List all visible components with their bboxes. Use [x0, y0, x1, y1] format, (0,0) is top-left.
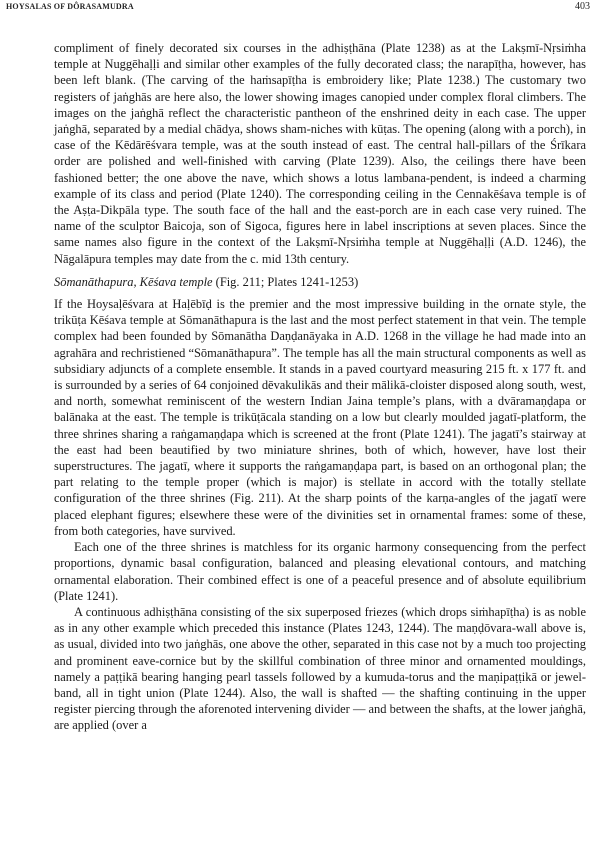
paragraph-nagalapura: compliment of finely decorated six courses in the adhiṣṭhāna (Plate 1238) as at the Lakṣmī-Nṛsiṁha temple at Nuggēhaḷḷi and similar other examples of the fully decorated class; the narapīṭha, however, has been left blank. (The carving of the haṁsapīṭha is embroidery like; Plate 1238.) The customary two registers of jaṅghās are here also, the lower showing images canopied under complex floral climbers. The images on the jaṅghā reflect the characteristic pantheon of the enshrined deity in each case. The upper jaṅghā, separated by a medial chādya, shows sham-niches with kūṭas. The opening (along with a porch), in case of the Kēdārēśvara temple, was at the south instead of east. The central hall-pillars of the Śrīkara order are polished and well-finished with carving (Plate 1239). Also, the ceilings there have been fashioned better; the one above the nave, which shows a lotus lambana-pendent, is indeed a charming example of its class and period (Plate 1240). The corresponding ceiling in the Cennakēśava temple is of the Aṣṭa-Dikpāla type. The south face of the hall and the east-porch are in each case very ruined. The name of the sculptor Baicoja, son of Sigoca, figures here in label inscriptions at seven places. Since the same names also figure in the context of the Lakṣmī-Nṛsiṁha temple at Nuggēhaḷḷi (A.D. 1246), the Nāgalāpura temples may date from the c. mid 13th century. [54, 41, 586, 266]
running-head: HOYSALAS OF DÔRASAMUDRA [6, 2, 134, 11]
section-title: Sōmanāthapura, Kēśava temple [54, 274, 213, 289]
body-text [54, 40, 586, 734]
page-number: 403 [575, 1, 590, 12]
section-plates: (Fig. 211; Plates 1241-1253) [212, 274, 359, 289]
paragraph-three-shrines: Each one of the three shrines is matchless for its organic harmony consequencing from the perfect proportions, dynamic basal configuration, balanced and pleasing elevational contours, and matching ornamental elaboration. Their combined effect is one of a peaceful presence and of absolute equilibrium (Plate 1241). [54, 540, 586, 603]
paragraph-somanathapura-intro: If the Hoysaḷēśvara at Haḷēbīḍ is the premier and the most impressive building in the ornate style, the trikūṭa Kēśava temple at Sōmanāthapura is the last and the most perfect statement in that vein. The temple complex had been founded by Sōmanātha Daṇḍanāyaka in A.D. 1268 in the village he had made into an agrahāra and rechristiened “Sōmanāthapura”. The temple has all the main structural components as well as subsidiary adjuncts of a complete ensemble. It stands in a paved courtyard measuring 215 ft. x 177 ft. and is surrounded by a series of 64 conjoined dēvakulikās and their mālikā-cloister disposed along south, west, and north, somewhat reminiscent of the western Indian Jaina temple’s plans, with a dvāramaṇḍapa or balānaka at the east. The temple is trikūṭācala standing on a low but clearly moulded jagatī-platform, the three shrines sharing a raṅgamaṇḍapa which is screened at the front (Plate 1241). The jagatī’s stairway at the east had been beautified by two miniature shrines, both of which, however, have lost their superstructures. The jagatī, where it supports the raṅgamaṇḍapa part, is based on an orthogonal plan; the part relating to the temple proper (which is major) is stellate in accord with the totally stellate configuration of the three shrines (Fig. 211). At the sharp points of the karṇa-angles of the jagatī were placed elephant figures; elsewhere these were of the divinities set in ornamental frames: some of these, from both categories, have survived. [54, 297, 586, 538]
section-heading [54, 274, 586, 290]
paragraph-adhisthana: A continuous adhiṣṭhāna consisting of the six superposed friezes (which drops siṁhapīṭha) is as noble as in any other example which preceded this instance (Plates 1243, 1244). The maṇḍōvara-wall above is, as usual, divided into two jaṅghās, one above the other, separated in this case not by a much too projecting and prominent eave-cornice but by the skillful combination of three minor and ornamented mouldings, namely a paṭṭikā bearing hanging pearl tassels followed by a kumuda-torus and the maṇipaṭṭikā or jewel-band, all in tight union (Plate 1244). Also, the wall is shafted — the shafting continuing in the upper register piercing through the aforenoted intervening divider — and between the shafts, at the lower jaṅghā, are applied (over a [54, 604, 586, 733]
